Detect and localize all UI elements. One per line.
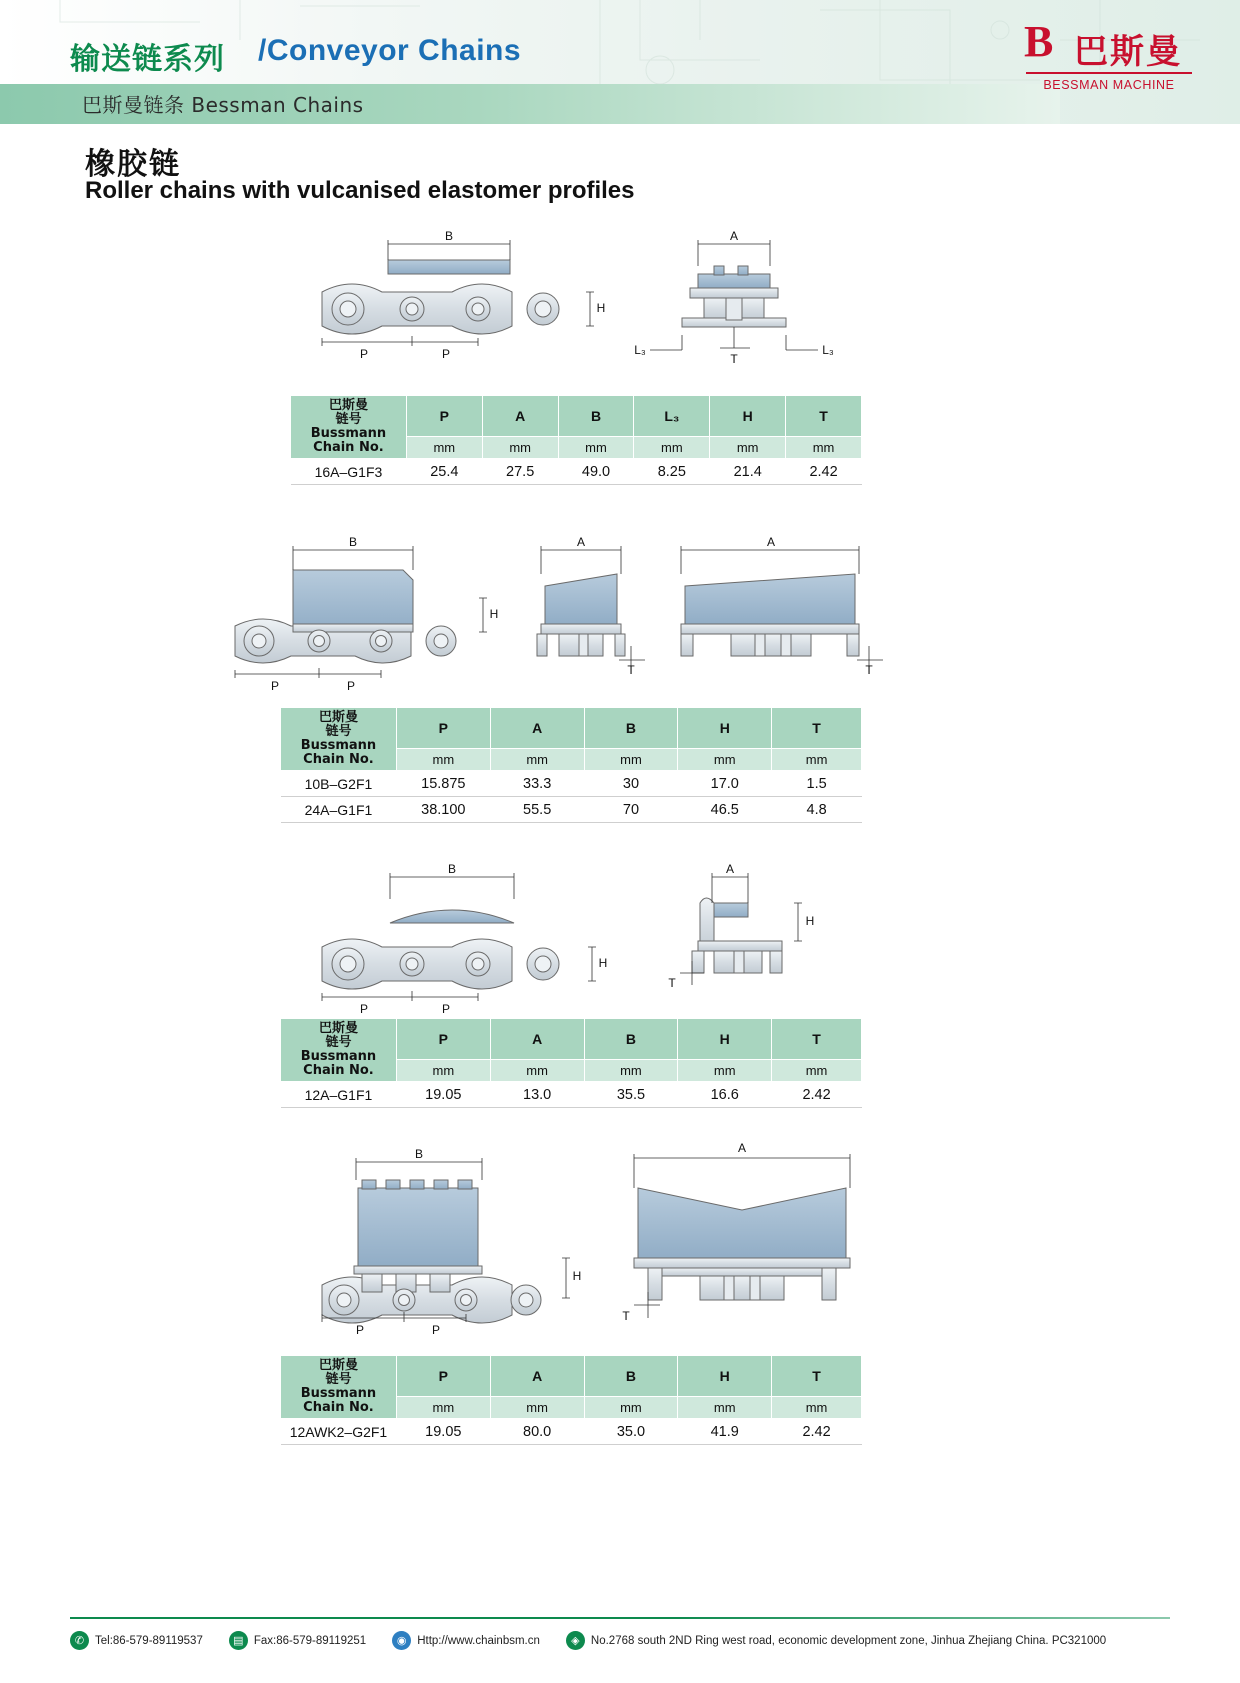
svg-text:T: T	[668, 976, 676, 990]
svg-text:P: P	[359, 1002, 369, 1016]
table-row	[281, 708, 862, 749]
header-title-en: /Conveyor Chains	[258, 34, 522, 67]
svg-text:H: H	[596, 301, 606, 315]
col-header-t: T	[772, 1356, 862, 1397]
svg-text:T: T	[730, 352, 738, 366]
table2-name-cell	[281, 708, 397, 771]
phone-icon: ✆	[70, 1631, 89, 1650]
name-en2: Chain No.	[313, 440, 384, 455]
svg-text:P: P	[270, 679, 280, 693]
footer-address-text: No.2768 south 2ND Ring west road, economic development zone, Jinhua Zhejiang China. PC321000	[590, 1634, 1107, 1647]
col-header-a: A	[490, 1356, 584, 1397]
unit-p: mm	[396, 1060, 490, 1082]
cell-t: 4.8	[772, 797, 862, 823]
cell-chain-no: 24A–G1F1	[281, 797, 397, 823]
unit-a: mm	[490, 1397, 584, 1419]
unit-h: mm	[710, 437, 786, 459]
svg-text:T: T	[627, 663, 635, 677]
table-row	[291, 396, 862, 437]
footer-address	[566, 1631, 1106, 1650]
page-header	[0, 0, 1240, 124]
footer-fax-text: Fax:86-579-89119251	[253, 1634, 367, 1647]
cell-a: 13.0	[490, 1082, 584, 1108]
svg-text:A: A	[737, 1141, 747, 1155]
col-header-a: A	[482, 396, 558, 437]
name-cn2: 链号	[325, 724, 352, 739]
header-title-cn: 输送链系列	[70, 42, 225, 77]
footer-web-text[interactable]: Http://www.chainbsm.cn	[417, 1634, 540, 1647]
name-cn: 巴斯曼	[318, 1021, 358, 1036]
company-logo	[1018, 18, 1198, 114]
globe-icon: ◉	[392, 1631, 411, 1650]
cell-a: 27.5	[482, 459, 558, 485]
name-cn: 巴斯曼	[318, 1358, 358, 1373]
figure-4-chain-with-wide-attachment	[300, 1140, 920, 1340]
spec-table-3	[280, 1018, 862, 1108]
cell-h: 17.0	[678, 771, 772, 797]
cell-a: 80.0	[490, 1419, 584, 1445]
col-header-a: A	[490, 708, 584, 749]
svg-text:P: P	[441, 1002, 451, 1016]
svg-text:H: H	[489, 607, 499, 621]
unit-h: mm	[678, 1397, 772, 1419]
cell-h: 16.6	[678, 1082, 772, 1108]
col-header-p: P	[396, 708, 490, 749]
footer-divider	[70, 1617, 1170, 1619]
unit-h: mm	[678, 749, 772, 771]
name-en1: Bussmann	[310, 426, 387, 441]
unit-a: mm	[482, 437, 558, 459]
svg-text:P: P	[431, 1323, 441, 1337]
unit-t: mm	[772, 749, 862, 771]
location-pin-icon: ◈	[566, 1631, 585, 1650]
unit-p: mm	[406, 437, 482, 459]
unit-t: mm	[772, 1060, 862, 1082]
figure-2-chain-with-angled-profile	[215, 528, 915, 698]
cell-b: 49.0	[558, 459, 634, 485]
unit-l3: mm	[634, 437, 710, 459]
svg-text:B: B	[414, 1147, 424, 1161]
cell-p: 19.05	[396, 1082, 490, 1108]
svg-text:B: B	[447, 862, 457, 876]
name-cn: 巴斯曼	[318, 710, 358, 725]
col-header-t: T	[772, 1019, 862, 1060]
logo-name-cn: 巴斯曼	[1074, 32, 1182, 72]
svg-text:A: A	[729, 230, 739, 243]
svg-text:L₃: L₃	[822, 343, 834, 357]
cell-chain-no: 12AWK2–G2F1	[281, 1419, 397, 1445]
cell-a: 55.5	[490, 797, 584, 823]
col-header-p: P	[406, 396, 482, 437]
unit-a: mm	[490, 749, 584, 771]
name-cn: 巴斯曼	[328, 398, 368, 413]
col-header-l3: L₃	[634, 396, 710, 437]
cell-h: 46.5	[678, 797, 772, 823]
cell-b: 35.0	[584, 1419, 678, 1445]
col-header-h: H	[678, 708, 772, 749]
name-cn2: 链号	[325, 1035, 352, 1050]
svg-text:H: H	[572, 1269, 582, 1283]
svg-text:B: B	[348, 535, 358, 549]
svg-text:A: A	[576, 535, 586, 549]
unit-p: mm	[396, 749, 490, 771]
svg-text:P: P	[355, 1323, 365, 1337]
svg-text:T: T	[622, 1309, 630, 1323]
footer-fax	[229, 1631, 366, 1650]
name-cn2: 链号	[335, 412, 362, 427]
footer-tel	[70, 1631, 203, 1650]
cell-p: 25.4	[406, 459, 482, 485]
cell-chain-no: 12A–G1F1	[281, 1082, 397, 1108]
svg-text:P: P	[346, 679, 356, 693]
cell-b: 30	[584, 771, 678, 797]
unit-b: mm	[558, 437, 634, 459]
table-row	[281, 1356, 862, 1397]
cell-b: 70	[584, 797, 678, 823]
table-row	[281, 771, 862, 797]
cell-h: 21.4	[710, 459, 786, 485]
name-en1: Bussmann	[300, 738, 377, 753]
svg-text:A: A	[766, 535, 776, 549]
col-header-h: H	[710, 396, 786, 437]
header-subtitle: 巴斯曼链条 Bessman Chains	[82, 93, 364, 117]
table3-name-cell	[281, 1019, 397, 1082]
cell-chain-no: 16A–G1F3	[291, 459, 407, 485]
svg-text:H: H	[598, 956, 608, 970]
name-en2: Chain No.	[303, 752, 374, 767]
name-en1: Bussmann	[300, 1049, 377, 1064]
svg-text:H: H	[805, 914, 815, 928]
spec-table-1	[290, 395, 862, 485]
spec-table-2	[280, 707, 862, 823]
svg-text:P: P	[359, 347, 369, 361]
cell-p: 15.875	[396, 771, 490, 797]
unit-t: mm	[772, 1397, 862, 1419]
col-header-t: T	[772, 708, 862, 749]
table-row	[291, 459, 862, 485]
figure-3-chain-with-dome-profile	[300, 855, 900, 1020]
unit-b: mm	[584, 1060, 678, 1082]
logo-name-en: BESSMAN MACHINE	[1043, 78, 1175, 92]
svg-text:P: P	[441, 347, 451, 361]
table-row	[281, 797, 862, 823]
page-title-cn: 橡胶链	[85, 147, 181, 182]
col-header-p: P	[396, 1019, 490, 1060]
cell-t: 2.42	[772, 1082, 862, 1108]
col-header-h: H	[678, 1019, 772, 1060]
col-header-b: B	[584, 708, 678, 749]
table1-name-cell	[291, 396, 407, 459]
svg-text:A: A	[725, 862, 735, 876]
svg-text:L₃: L₃	[634, 343, 646, 357]
table-row	[281, 1019, 862, 1060]
logo-letter: B	[1024, 17, 1054, 66]
fax-icon: ▤	[229, 1631, 248, 1650]
col-header-b: B	[558, 396, 634, 437]
cell-a: 33.3	[490, 771, 584, 797]
name-en1: Bussmann	[300, 1386, 377, 1401]
col-header-b: B	[584, 1019, 678, 1060]
footer-tel-text: Tel:86-579-89119537	[95, 1634, 203, 1647]
logo-divider	[1026, 72, 1192, 74]
unit-b: mm	[584, 749, 678, 771]
cell-b: 35.5	[584, 1082, 678, 1108]
svg-text:T: T	[865, 663, 873, 677]
page-title-en: Roller chains with vulcanised elastomer profiles	[85, 177, 635, 204]
name-cn2: 链号	[325, 1372, 352, 1387]
col-header-p: P	[396, 1356, 490, 1397]
svg-text:B: B	[444, 230, 454, 243]
name-en2: Chain No.	[303, 1063, 374, 1078]
cell-l3: 8.25	[634, 459, 710, 485]
spec-table-4	[280, 1355, 862, 1445]
unit-h: mm	[678, 1060, 772, 1082]
cell-p: 38.100	[396, 797, 490, 823]
cell-chain-no: 10B–G2F1	[281, 771, 397, 797]
unit-t: mm	[786, 437, 862, 459]
cell-t: 2.42	[772, 1419, 862, 1445]
col-header-t: T	[786, 396, 862, 437]
unit-b: mm	[584, 1397, 678, 1419]
col-header-b: B	[584, 1356, 678, 1397]
cell-t: 2.42	[786, 459, 862, 485]
page-footer	[0, 1617, 1240, 1683]
figure-1-chain-with-flat-profile	[300, 230, 930, 380]
table-row	[281, 1419, 862, 1445]
unit-a: mm	[490, 1060, 584, 1082]
col-header-h: H	[678, 1356, 772, 1397]
cell-h: 41.9	[678, 1419, 772, 1445]
col-header-a: A	[490, 1019, 584, 1060]
cell-p: 19.05	[396, 1419, 490, 1445]
name-en2: Chain No.	[303, 1400, 374, 1415]
table4-name-cell	[281, 1356, 397, 1419]
cell-t: 1.5	[772, 771, 862, 797]
footer-contact-bar	[70, 1631, 1180, 1650]
table-row	[281, 1082, 862, 1108]
footer-web[interactable]	[392, 1631, 540, 1650]
unit-p: mm	[396, 1397, 490, 1419]
